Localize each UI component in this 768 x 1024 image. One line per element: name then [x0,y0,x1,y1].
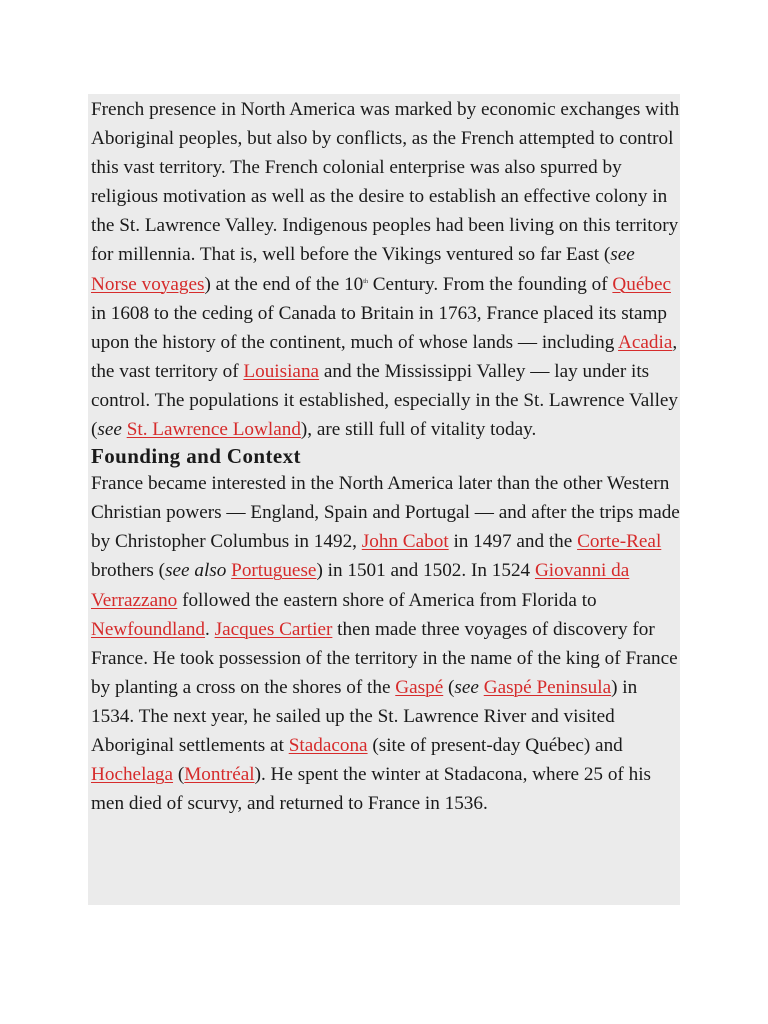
link-stadacona[interactable]: Stadacona [288,734,368,756]
body-text: ( [173,764,185,786]
link-norse-voyages[interactable]: Norse voyages [91,273,205,295]
link-jacques-cartier[interactable]: Jacques Cartier [214,618,333,640]
intro-text: ) at the end of the 10 [204,273,364,295]
see-also-note: see also [165,560,227,582]
link-hochelaga[interactable]: Hochelaga [91,764,174,786]
body-text: then made three voyages of discovery for France. He took possession of the territory in the name of the king of France by planting a cross on the shores of the [91,618,678,698]
link-acadia[interactable]: Acadia [618,331,673,353]
body-text: followed the eastern shore of America from Florida to [177,589,597,611]
body-text: ) in 1501 and 1502. In 1524 [316,560,535,582]
body-text: in 1497 and the [448,531,578,553]
body-text: ). He spent the winter at Stadacona, where 25 of his men died of scurvy, and returned to France in 1536. [91,764,651,815]
section-heading: Founding and Context [91,444,301,469]
intro-text: Century. From the founding of [367,273,613,295]
intro-text: in 1608 to the ceding of Canada to Britain in 1763, France placed its stamp upon the history of the continent, much of whose lands — including [91,302,668,353]
link-corte-real[interactable]: Corte-Real [577,531,662,553]
body-text: ( [443,676,455,698]
body-text: brothers ( [91,560,166,582]
body-text: ) in 1534. The next year, he sailed up the St. Lawrence River and visited Aboriginal settlements at [91,676,638,756]
link-gaspe[interactable]: Gaspé [395,676,444,698]
link-louisiana[interactable]: Louisiana [243,360,320,382]
body-text: (site of present-day Québec) and [367,734,623,756]
ordinal-suffix: th [363,278,368,285]
see-note: see [610,244,635,266]
see-note: see [454,676,479,698]
intro-text: French presence in North America was marked by economic exchanges with Aboriginal peoples, but also by conflicts, as the French attempted to control this vast territory. The French colonial enterprise was also spurred by religious motivation as well as the desire to establish an effective colony in the St. Lawrence Valley. Indigenous peoples had been living on this territory for millennia. That is, well before the Vikings ventured so far East ( [91,99,680,266]
link-gaspe-peninsula[interactable]: Gaspé Peninsula [483,676,612,698]
link-quebec[interactable]: Québec [612,273,671,295]
link-john-cabot[interactable]: John Cabot [361,531,449,553]
body-text: France became interested in the North America later than the other Western Christian powers — England, Spain and Portugal — and after the trips made by Christopher Columbus in 1492, [91,473,680,553]
intro-text: , the vast territory of [91,331,678,382]
intro-text: and the Mississippi Valley — lay under its control. The populations it established, especially in the St. Lawrence Valley ( [91,360,679,441]
article-content [91,95,681,818]
link-montreal[interactable]: Montréal [184,764,255,786]
body-paragraph [91,469,681,818]
see-note: see [97,419,122,441]
intro-paragraph [91,95,681,444]
link-st-lawrence-lowland[interactable]: St. Lawrence Lowland [126,419,301,441]
link-newfoundland[interactable]: Newfoundland [91,618,206,640]
link-portuguese[interactable]: Portuguese [231,560,317,582]
intro-text: ), are still full of vitality today. [300,419,537,441]
body-text: . [205,618,215,640]
link-giovanni-da-verrazzano[interactable]: Giovanni da Verrazzano [91,560,630,611]
